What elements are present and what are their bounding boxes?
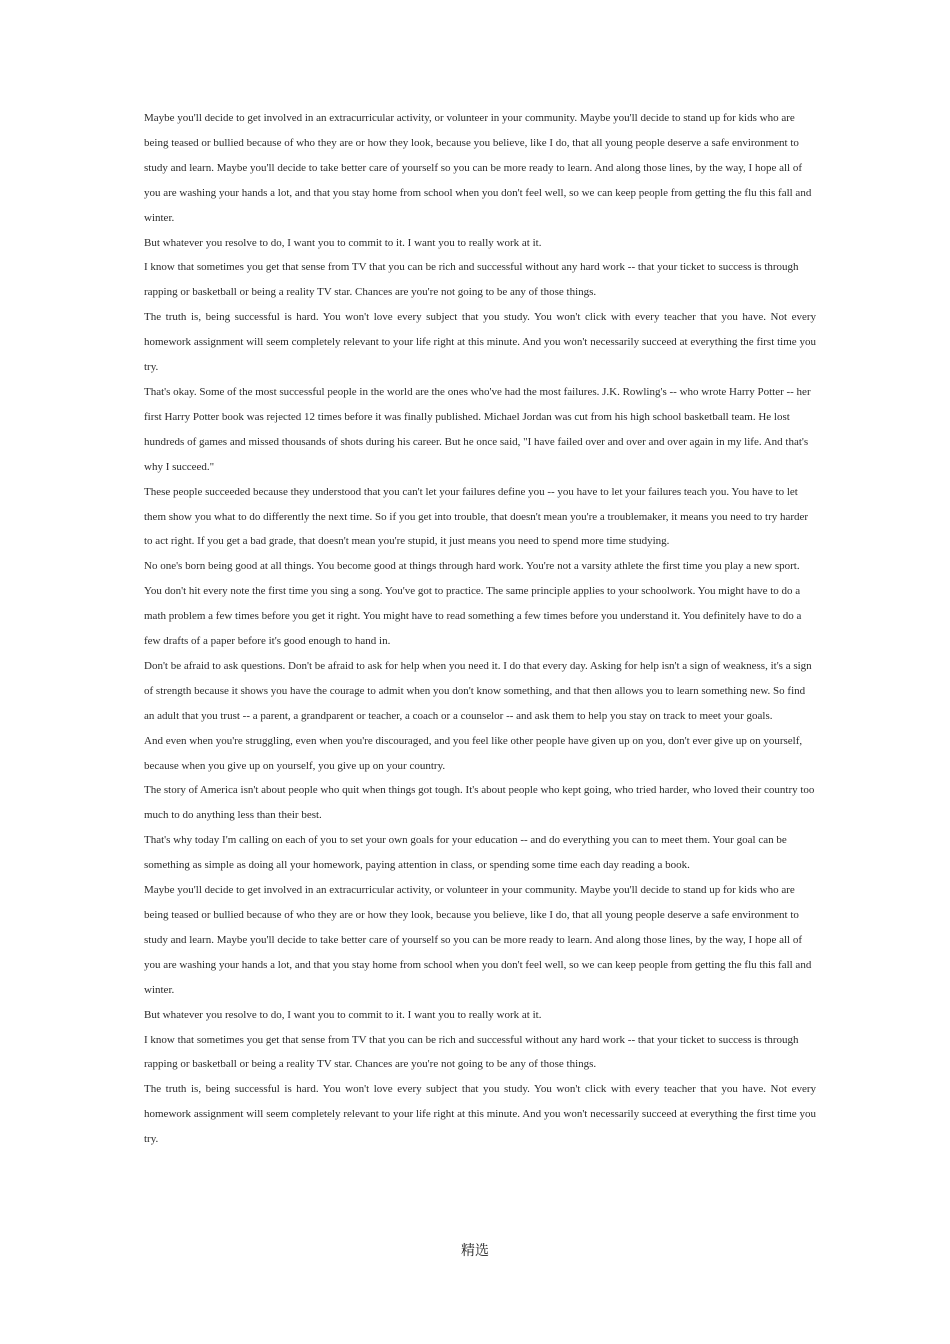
page-footer: 精选: [461, 1243, 489, 1259]
document-body: [144, 106, 816, 1152]
paragraph: That's why today I'm calling on each of you to set your own goals for your education -- and do everything you can to meet them. Your goal can be something as simple as doing all your homework, paying attention in class, or spending some time each day reading a book.: [144, 834, 787, 872]
paragraph: The truth is, being successful is hard. You won't love every subject that you study. You won't click with every teacher that you have. Not every homework assignment will seem completely relevant to your life right at this minute. And you won't necessarily succeed at everything the first time you try.: [144, 1083, 816, 1146]
paragraph: I know that sometimes you get that sense from TV that you can be rich and successful without any hard work -- that your ticket to success is through rapping or basketball or being a reality TV star. Chances are you're not going to be any of those things.: [144, 1033, 799, 1071]
paragraph: But whatever you resolve to do, I want you to commit to it. I want you to really work at it.: [144, 1008, 542, 1021]
paragraph: Don't be afraid to ask questions. Don't be afraid to ask for help when you need it. I do that every day. Asking for help isn't a sign of weakness, it's a sign of strength because it shows you have the courage to admit when you don't know something, and that then allows you to learn something new. So find an adult that you trust -- a parent, a grandparent or teacher, a coach or a counselor -- and ask them to help you stay on track to meet your goals.: [144, 659, 812, 722]
paragraph: And even when you're struggling, even when you're discouraged, and you feel like other people have given up on you, don't ever give up on yourself, because when you give up on yourself, you give up on your country.: [144, 734, 803, 772]
paragraph: That's okay. Some of the most successful people in the world are the ones who've had the most failures. J.K. Rowling's -- who wrote Harry Potter -- her first Harry Potter book was rejected 12 times before it was finally published. Michael Jordan was cut from his high school basketball team. He lost hundreds of games and missed thousands of shots during his career. But he once said, "I have failed over and over and over again in my life. And that's why I succeed.": [144, 385, 811, 473]
paragraph: Maybe you'll decide to get involved in an extracurricular activity, or volunteer in your community. Maybe you'll decide to stand up for kids who are being teased or bullied because of who they are or how they look, because you believe, like I do, that all young people deserve a safe environment to study and learn. Maybe you'll decide to take better care of yourself so you can be more ready to learn. And along those lines, by the way, I hope all of you are washing your hands a lot, and that you stay home from school when you don't feel well, so we can keep people from getting the flu this fall and winter.: [144, 884, 812, 996]
paragraph: Maybe you'll decide to get involved in an extracurricular activity, or volunteer in your community. Maybe you'll decide to stand up for kids who are being teased or bullied because of who they are or how they look, because you believe, like I do, that all young people deserve a safe environment to study and learn. Maybe you'll decide to take better care of yourself so you can be more ready to learn. And along those lines, by the way, I hope all of you are washing your hands a lot, and that you stay home from school when you don't feel well, so we can keep people from getting the flu this fall and winter.: [144, 112, 812, 224]
paragraph: But whatever you resolve to do, I want you to commit to it. I want you to really work at it.: [144, 236, 542, 249]
paragraph: I know that sometimes you get that sense from TV that you can be rich and successful without any hard work -- that your ticket to success is through rapping or basketball or being a reality TV star. Chances are you're not going to be any of those things.: [144, 261, 799, 299]
paragraph: The truth is, being successful is hard. You won't love every subject that you study. You won't click with every teacher that you have. Not every homework assignment will seem completely relevant to your life right at this minute. And you won't necessarily succeed at everything the first time you try.: [144, 311, 816, 374]
paragraph: The story of America isn't about people who quit when things got tough. It's about people who kept going, who tried harder, who loved their country too much to do anything less than their best.: [144, 784, 815, 822]
paragraph: No one's born being good at all things. You become good at things through hard work. You're not a varsity athlete the first time you play a new sport. You don't hit every note the first time you sing a song. You've got to practice. The same principle applies to your schoolwork. You might have to do a math problem a few times before you get it right. You might have to read something a few times before you understand it. You definitely have to do a few drafts of a paper before it's good enough to hand in.: [144, 560, 802, 648]
paragraph: These people succeeded because they understood that you can't let your failures define you -- you have to let your failures teach you. You have to let them show you what to do differently the next time. So if you get into trouble, that doesn't mean you're a troublemaker, it means you need to try harder to act right. If you get a bad grade, that doesn't mean you're stupid, it just means you need to spend more time studying.: [144, 485, 809, 548]
